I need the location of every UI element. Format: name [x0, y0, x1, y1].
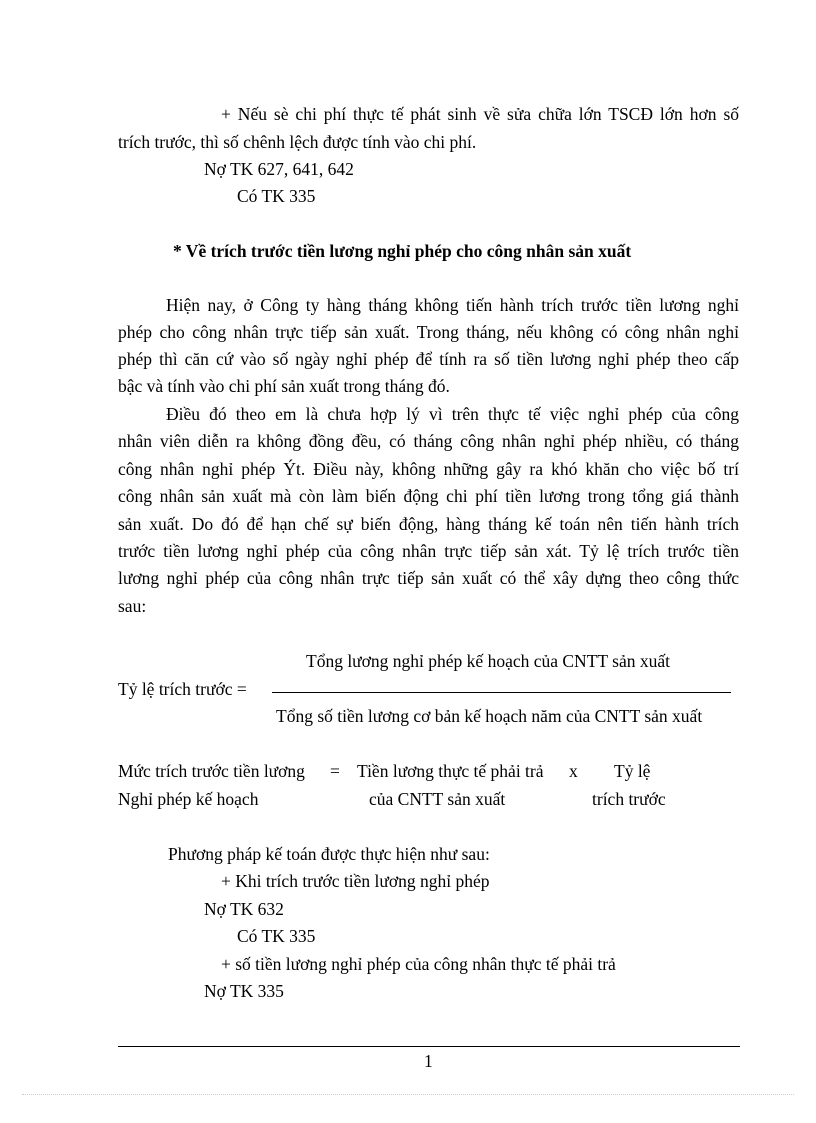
- paragraph-line: + Nếu sè chi phí thực tế phát sinh về sửa chữa lớn TSCĐ lớn hơn số: [221, 104, 739, 124]
- formula2-equals: =: [330, 761, 340, 781]
- formula-denominator: Tổng số tiền lương cơ bản kế hoạch năm của CNTT sản xuất: [276, 706, 703, 726]
- method-intro: Phương pháp kế toán được thực hiện như sau:: [168, 844, 490, 864]
- journal-debit-line: Nợ TK 335: [204, 981, 284, 1001]
- paragraph-line: lương nghỉ phép của công nhân trực tiếp sản xuất có thể xây dựng theo công thức: [118, 568, 739, 588]
- fraction-bar: [272, 692, 731, 693]
- paragraph-line: trước tiền lương nghỉ phép của công nhân trực tiếp sản xát. Tỷ lệ trích trước tiền: [118, 541, 739, 561]
- page-bottom-border: [22, 1094, 794, 1095]
- formula-label: Tỷ lệ trích trước =: [118, 679, 247, 699]
- paragraph-line: công nhân nghỉ phép Ýt. Điều này, không những gây ra khó khăn cho việc bố trí: [118, 459, 739, 479]
- journal-credit-line: Có TK 335: [237, 926, 316, 946]
- formula2-times: x: [569, 761, 578, 781]
- journal-debit-line: Nợ TK 632: [204, 899, 284, 919]
- paragraph-line: Điều đó theo em là chưa hợp lý vì trên thực tế việc nghỉ phép của công: [166, 404, 739, 424]
- paragraph-line: phép thì căn cứ vào số ngày nghỉ phép để tính ra số tiền lương nghỉ phép theo cấp: [118, 349, 739, 369]
- paragraph-line: phép cho công nhân trực tiếp sản xuất. Trong tháng, nếu không có công nhân nghỉ: [118, 322, 739, 342]
- formula2-right-line2: trích trước: [592, 789, 666, 809]
- formula2-left-line1: Mức trích trước tiền lương: [118, 761, 305, 781]
- formula2-mid-line1: Tiền lương thực tế phải trả: [357, 761, 544, 781]
- formula2-mid-line2: của CNTT sản xuất: [369, 789, 506, 809]
- section-heading: * Về trích trước tiền lương nghỉ phép cho công nhân sản xuất: [173, 241, 632, 261]
- paragraph-line: bậc và tính vào chi phí sản xuất trong tháng đó.: [118, 376, 450, 396]
- journal-debit-line: Nợ TK 627, 641, 642: [204, 159, 354, 179]
- paragraph-line: công nhân sản xuất mà còn làm biến động chi phí tiền lương trong tổng giá thành: [118, 486, 739, 506]
- paragraph-line: Hiện nay, ở Công ty hàng tháng không tiến hành trích trước tiền lương nghỉ: [166, 295, 739, 315]
- paragraph-line: sản xuất. Do đó để hạn chế sự biến động, hàng tháng kế toán nên tiến hành trích: [118, 514, 739, 534]
- paragraph-line: nhân viên diễn ra không đồng đều, có tháng công nhân nghỉ phép nhiều, có tháng: [118, 431, 739, 451]
- formula2-left-line2: Nghỉ phép kế hoạch: [118, 789, 259, 809]
- paragraph-line: trích trước, thì số chênh lệch được tính vào chi phí.: [118, 132, 477, 152]
- method-item: + số tiền lương nghỉ phép của công nhân thực tế phải trả: [221, 954, 616, 974]
- footer-rule: [118, 1046, 740, 1047]
- method-item: + Khi trích trước tiền lương nghỉ phép: [221, 871, 490, 891]
- page-number: 1: [424, 1051, 433, 1071]
- paragraph-line: sau:: [118, 596, 147, 616]
- formula-numerator: Tổng lương nghỉ phép kế hoạch của CNTT sản xuất: [306, 651, 670, 671]
- journal-credit-line: Có TK 335: [237, 186, 316, 206]
- formula2-right-line1: Tỷ lệ: [614, 761, 651, 781]
